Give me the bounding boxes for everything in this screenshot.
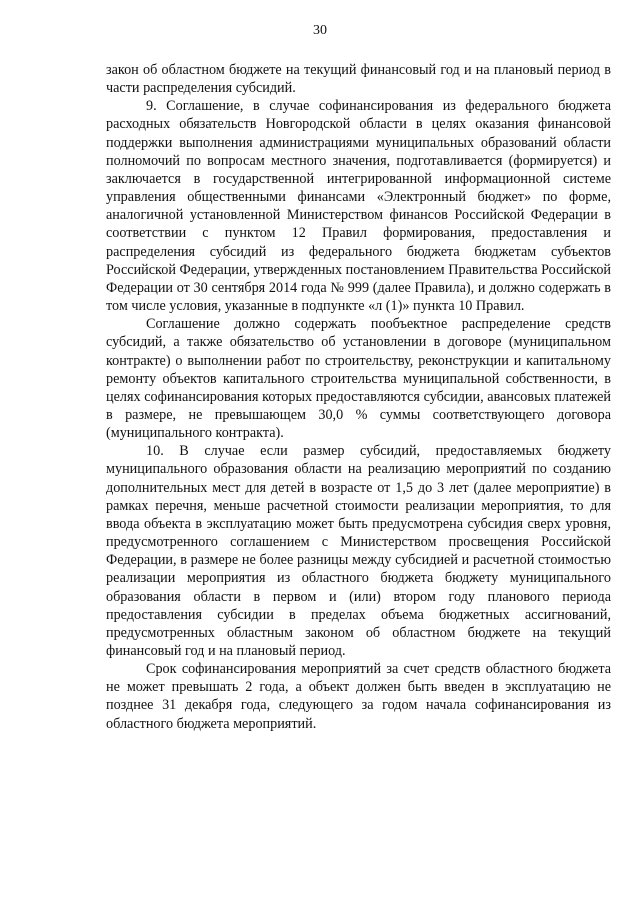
paragraph-clause-10: 10. В случае если размер субсидий, предоставляемых бюджету муниципального образования области на реализацию мероприятий по созданию дополнительных мест для детей в возрасте от 1,5 до 3 лет (далее мероприятие) в рамках перечня, меньше расчетной стоимости реализации мероприятия, то для ввода объекта в эксплуатацию может быть предусмотрена субсидия сверх уровня, предусмотренного соглашением с Министерством просвещения Российской Федерации, в размере не более разницы между субсидией и расчетной стоимостью реализации мероприятия из областного бюджета бюджету муниципального образования области в первом и (или) втором году планового периода предоставления субсидии в пределах объема бюджетных ассигнований, предусмотренных областным законом об областном бюджете на текущий финансовый год и на плановый период.: [106, 443, 611, 659]
document-body: [106, 61, 611, 733]
paragraph-continuation: закон об областном бюджете на текущий финансовый год и на плановый период в части распределения субсидий.: [106, 62, 611, 97]
paragraph-clause-9: 9. Соглашение, в случае софинансирования из федерального бюджета расходных обязательств Новгородской области в целях оказания финансовой поддержки выполнения администрациями муниципальных образований области полномочий по вопросам местного значения, подготавливается (формируется) и заключается в государственной интегрированной информационной системе управления общественными финансами «Электронный бюджет» по форме, аналогичной установленной Министерством финансов Российской Федерации в соответствии с пунктом 12 Правил формирования, предоставления и распределения субсидий из федерального бюджета бюджетам субъектов Российской Федерации, утвержденных постановлением Правительства Российской Федерации от 30 сентября 2014 года № 999 (далее Правила), и должно содержать в том числе условия, указанные в подпункте «л (1)» пункта 10 Правил.: [106, 98, 611, 315]
page-number: 30: [313, 23, 327, 38]
paragraph-cofinancing-term: Срок софинансирования мероприятий за счет средств областного бюджета не может превышать 2 года, а объект должен быть введен в эксплуатацию не позднее 31 декабря года, следующего за годом начала софинансирования из областного бюджета мероприятий.: [106, 661, 611, 732]
paragraph-agreement-content: Соглашение должно содержать пообъектное распределение средств субсидий, а также обязательство об установлении в договоре (муниципальном контракте) о выполнении работ по строительству, реконструкции и капитальному ремонту объектов капитального строительства муниципальной собственности, в целях софинансирования которых предоставляются субсидии, авансовых платежей в размере, не превышающем 30,0 % суммы соответствующего договора (муниципального контракта).: [106, 316, 611, 442]
